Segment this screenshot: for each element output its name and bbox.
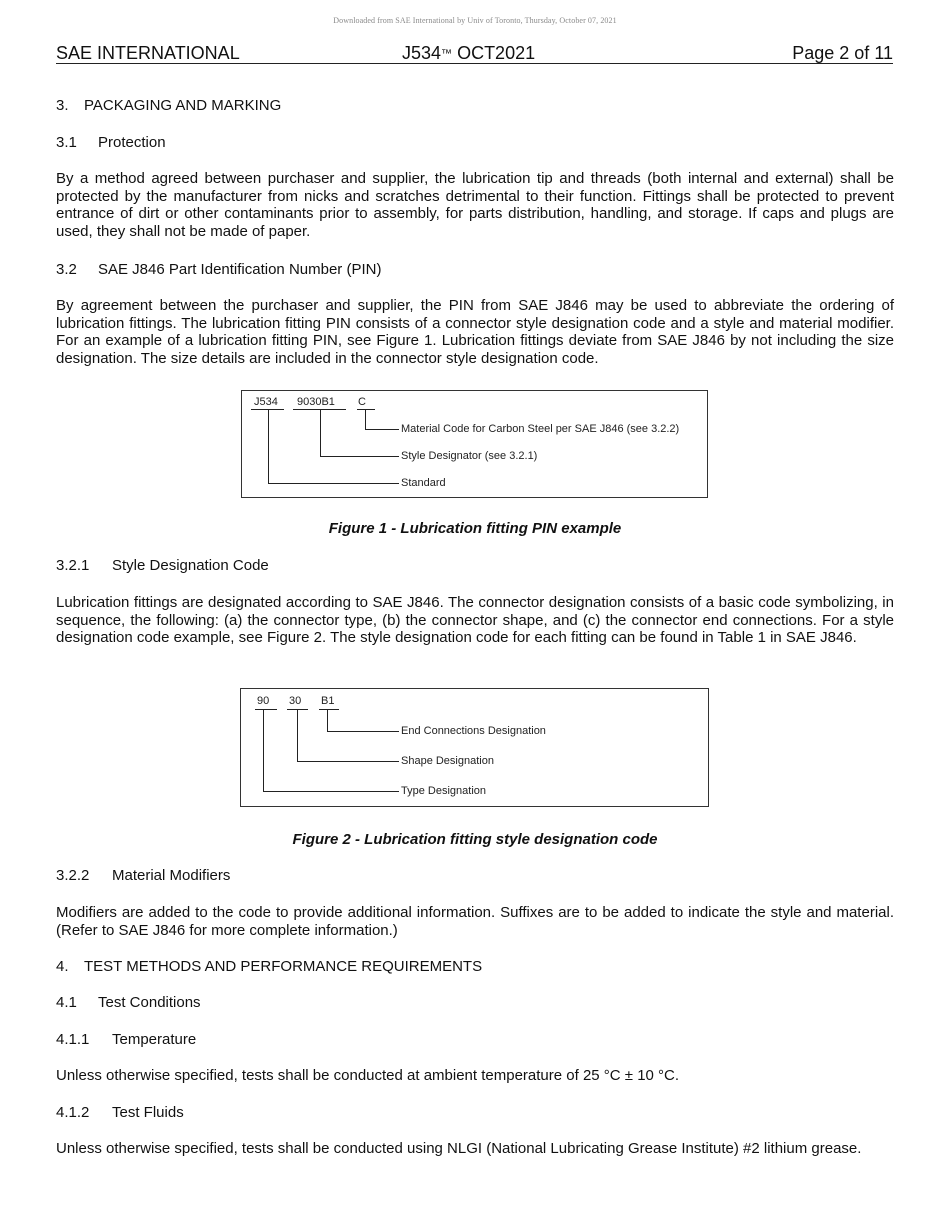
code-standard: J534 bbox=[254, 396, 278, 408]
label-shape-designation: Shape Designation bbox=[401, 755, 494, 767]
section-number: 3. bbox=[56, 97, 69, 114]
label-style-designator: Style Designator (see 3.2.1) bbox=[401, 450, 538, 462]
label-end-connections: End Connections Designation bbox=[401, 725, 546, 737]
header-document-id bbox=[402, 44, 535, 63]
section-number: 4.1 bbox=[56, 994, 77, 1011]
section-heading-4-1-2 bbox=[56, 1104, 184, 1122]
leader-style-vertical bbox=[320, 409, 321, 457]
section-number: 4. bbox=[56, 958, 69, 975]
header-revision-date: OCT2021 bbox=[457, 43, 536, 63]
section-number: 3.2.2 bbox=[56, 867, 90, 884]
section-title: Test Fluids bbox=[112, 1104, 184, 1121]
code-type: 90 bbox=[257, 695, 270, 707]
page-header bbox=[56, 44, 893, 63]
section-title: Temperature bbox=[112, 1031, 197, 1048]
section-heading-3-2 bbox=[56, 261, 381, 279]
section-number: 3.2.1 bbox=[56, 557, 90, 574]
section-number: 4.1.2 bbox=[56, 1104, 90, 1121]
section-heading-4-1 bbox=[56, 994, 201, 1012]
leader-shape-vertical bbox=[297, 709, 298, 762]
underline-material bbox=[357, 409, 375, 410]
paragraph-pin: By agreement between the purchaser and supplier, the PIN from SAE J846 may be used to abbreviate the ordering of lubrication fittings. The lubrication fitting PIN consists of a connector style designation code and a style and material modifier. For an example of a lubrication fitting PIN, see Figure 1. Lubrication fittings deviate from SAE J846 by not including the size designation. The size details are included in the connector style designation code. bbox=[56, 297, 894, 367]
section-title: Style Designation Code bbox=[112, 557, 269, 574]
leader-end-vertical bbox=[327, 709, 328, 732]
underline-type bbox=[255, 709, 277, 710]
code-shape: 30 bbox=[289, 695, 302, 707]
section-title: TEST METHODS AND PERFORMANCE REQUIREMENTS bbox=[84, 958, 483, 975]
leader-shape-horizontal bbox=[297, 761, 399, 762]
header-divider bbox=[56, 63, 893, 64]
section-title: Material Modifiers bbox=[112, 867, 231, 884]
paragraph-protection: By a method agreed between purchaser and supplier, the lubrication tip and threads (both internal and external) shall be protected by the manufacturer from nicks and scratches detrimental to their function. Fittings shall be protected to prevent entrance of dirt or other contaminants prior to assembly, for parts distribution, handling, and storage. If caps and plugs are used, they shall not be made of paper. bbox=[56, 170, 894, 240]
trademark-symbol: ™ bbox=[441, 48, 453, 60]
section-heading-4-1-1 bbox=[56, 1031, 196, 1049]
header-page-number: Page 2 of 11 bbox=[792, 43, 893, 63]
section-title: PACKAGING AND MARKING bbox=[84, 97, 282, 114]
download-watermark: Downloaded from SAE International by Univ of Toronto, Thursday, October 07, 2021 bbox=[333, 16, 617, 25]
header-standard-code: J534 bbox=[402, 43, 442, 63]
underline-end-connections bbox=[319, 709, 339, 710]
section-title: Test Conditions bbox=[98, 994, 201, 1011]
leader-type-horizontal bbox=[263, 791, 399, 792]
figure-2-diagram bbox=[240, 688, 709, 807]
paragraph-temperature: Unless otherwise specified, tests shall be conducted at ambient temperature of 25 °C ± 10 °C. bbox=[56, 1067, 680, 1084]
paragraph-test-fluids: Unless otherwise specified, tests shall be conducted using NLGI (National Lubricating Grease Institute) #2 lithium grease. bbox=[56, 1140, 862, 1157]
section-title: Protection bbox=[98, 134, 166, 151]
leader-standard-horizontal bbox=[268, 483, 399, 484]
leader-material-vertical bbox=[365, 409, 366, 430]
paragraph-material-modifiers: Modifiers are added to the code to provide additional information. Suffixes are to be added to indicate the style and material. (Refer to SAE J846 for more complete information.) bbox=[56, 904, 894, 939]
section-number: 4.1.1 bbox=[56, 1031, 90, 1048]
paragraph-style-designation: Lubrication fittings are designated according to SAE J846. The connector designation consists of a basic code symbolizing, in sequence, the following: (a) the connector type, (b) the connector shape, and (c) the connector end connections. For a style designation code example, see Figure 2. The style designation code for each fitting can be found in Table 1 in SAE J846. bbox=[56, 594, 894, 647]
section-heading-3-1 bbox=[56, 134, 166, 152]
section-number: 3.2 bbox=[56, 261, 77, 278]
figure-2-caption: Figure 2 - Lubrication fitting style designation code bbox=[292, 831, 658, 848]
section-heading-3-2-2 bbox=[56, 867, 230, 885]
header-organization: SAE INTERNATIONAL bbox=[56, 43, 240, 63]
code-style: 9030B1 bbox=[297, 396, 335, 408]
figure-1-caption: Figure 1 - Lubrication fitting PIN example bbox=[328, 520, 622, 537]
code-material: C bbox=[358, 396, 366, 408]
code-end-connections: B1 bbox=[321, 695, 335, 707]
section-heading-4 bbox=[56, 958, 482, 976]
leader-type-vertical bbox=[263, 709, 264, 792]
section-title: SAE J846 Part Identification Number (PIN) bbox=[98, 261, 382, 278]
leader-standard-vertical bbox=[268, 409, 269, 484]
label-standard: Standard bbox=[401, 477, 446, 489]
leader-end-horizontal bbox=[327, 731, 399, 732]
figure-1-diagram bbox=[241, 390, 708, 498]
label-type-designation: Type Designation bbox=[401, 785, 486, 797]
section-number: 3.1 bbox=[56, 134, 77, 151]
leader-material-horizontal bbox=[365, 429, 399, 430]
section-heading-3 bbox=[56, 97, 281, 115]
section-heading-3-2-1 bbox=[56, 557, 269, 575]
label-material-code: Material Code for Carbon Steel per SAE J846 (see 3.2.2) bbox=[401, 423, 680, 435]
leader-style-horizontal bbox=[320, 456, 399, 457]
